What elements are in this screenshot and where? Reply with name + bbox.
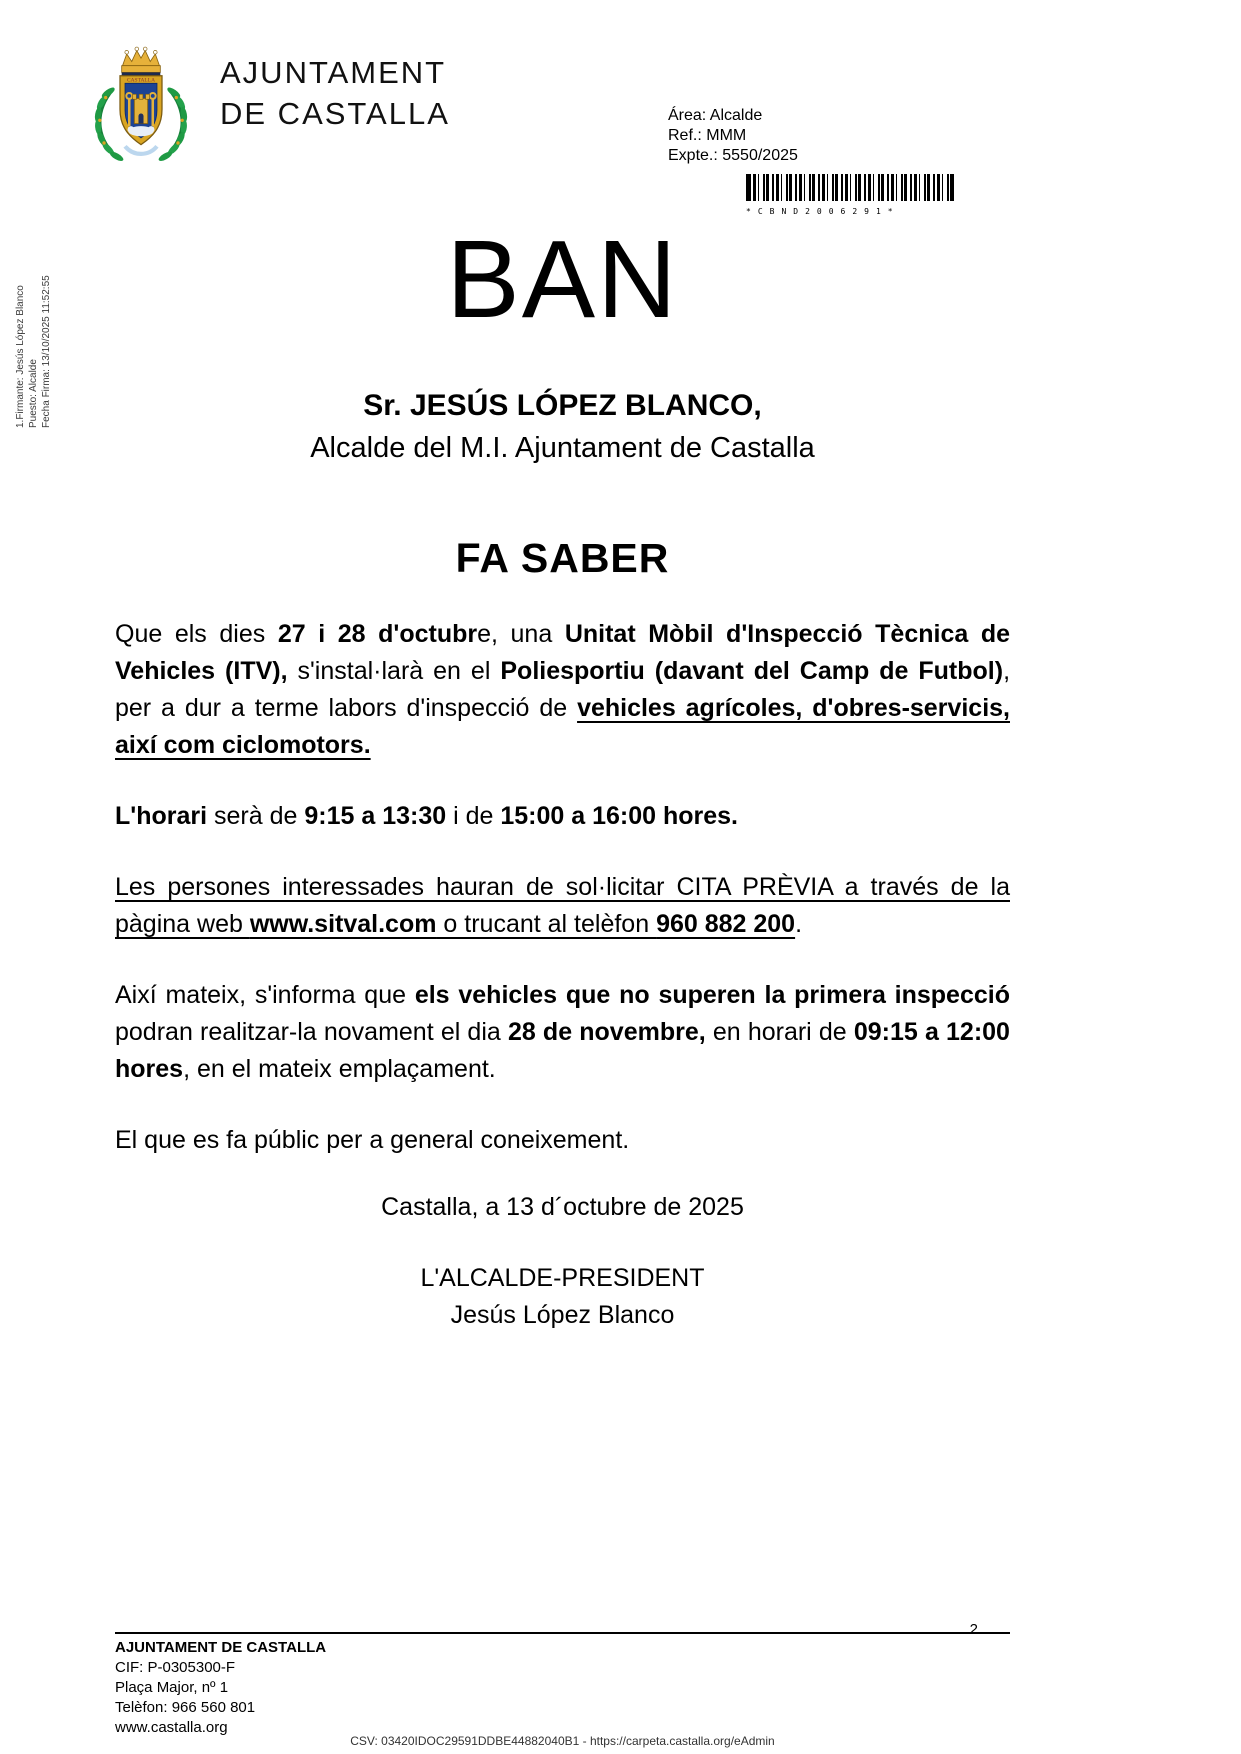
body-paragraph-3: Les persones interessades hauran de sol·licitar CITA PRÈVIA a través de la pàgina web www.sitval.com o trucant al telèfon 960 882 200. [115, 873, 1010, 938]
digital-signature-stamp [14, 275, 53, 428]
footer-address: Plaça Major, nº 1 [115, 1679, 229, 1696]
org-name-line2: DE CASTALLA [220, 96, 450, 131]
signature-title: L'ALCALDE-PRESIDENT [420, 1264, 705, 1292]
body-paragraph-1: Que els dies 27 i 28 d'octubre, una Unitat Mòbil d'Inspecció Tècnica de Vehicles (ITV), s'instal·larà en el Poliesportiu (davant del Camp de Futbol), per a dur a terme labors d'inspecció de vehicles agrícoles, d'obres-servicis, així com ciclomotors. [115, 620, 1011, 759]
mayor-name-line: Sr. JESÚS LÓPEZ BLANCO, [363, 389, 762, 422]
signature-name: Jesús López Blanco [450, 1301, 675, 1329]
csv-verification-line: CSV: 03420IDOC29591DDBE44882040B1 - https://carpeta.castalla.org/eAdmin [350, 1734, 775, 1748]
document-body [115, 218, 1011, 1334]
barcode-caption: *CBND2006291* [746, 207, 900, 216]
org-name-line1: AJUNTAMENT [220, 55, 447, 90]
svg-text:CASTALLA: CASTALLA [126, 77, 156, 84]
mayor-role-line: Alcalde del M.I. Ajuntament de Castalla [310, 432, 815, 464]
footer-website: www.castalla.org [115, 1719, 228, 1736]
stamp-date: Fecha Firma: 13/10/2025 11:52:55 [41, 275, 52, 428]
body-text [115, 616, 1010, 1159]
footer-phone: Telèfon: 966 560 801 [115, 1699, 256, 1716]
document-title: BAN [446, 218, 679, 341]
dateline: Castalla, a 13 d´octubre de 2025 [381, 1193, 744, 1221]
org-name [220, 52, 450, 134]
body-paragraph-2: L'horari serà de 9:15 a 13:30 i de 15:00 a 16:00 hores. [115, 802, 738, 830]
document-meta [668, 106, 954, 222]
signature-block [115, 1260, 1010, 1334]
section-heading: FA SABER [455, 535, 670, 581]
footer-org: AJUNTAMENT DE CASTALLA [115, 1639, 327, 1656]
body-paragraph-4: Així mateix, s'informa que els vehicles que no superen la primera inspecció podran realitzar-la novament el dia 28 de novembre, en horari de 09:15 a 12:00 hores, en el mateix emplaçament. [115, 981, 1010, 1083]
castalla-coat-of-arms-icon [78, 38, 204, 174]
footer-cif: CIF: P-0305300-F [115, 1659, 236, 1676]
page-footer [115, 1621, 1010, 1738]
meta-expte: Expte.: 5550/2025 [668, 147, 798, 164]
barcode-bars-icon [746, 174, 954, 201]
stamp-signer: 1.Firmante: Jesús López Blanco [15, 285, 26, 428]
meta-ref: Ref.: MMM [668, 127, 747, 144]
page-number: 2 [969, 1621, 978, 1638]
body-paragraph-5: El que es fa públic per a general coneixement. [115, 1126, 630, 1154]
stamp-position: Puesto: Alcalde [28, 359, 39, 428]
subtitle-block [115, 385, 1010, 469]
document-barcode [746, 174, 954, 222]
meta-area: Área: Alcalde [668, 107, 763, 124]
